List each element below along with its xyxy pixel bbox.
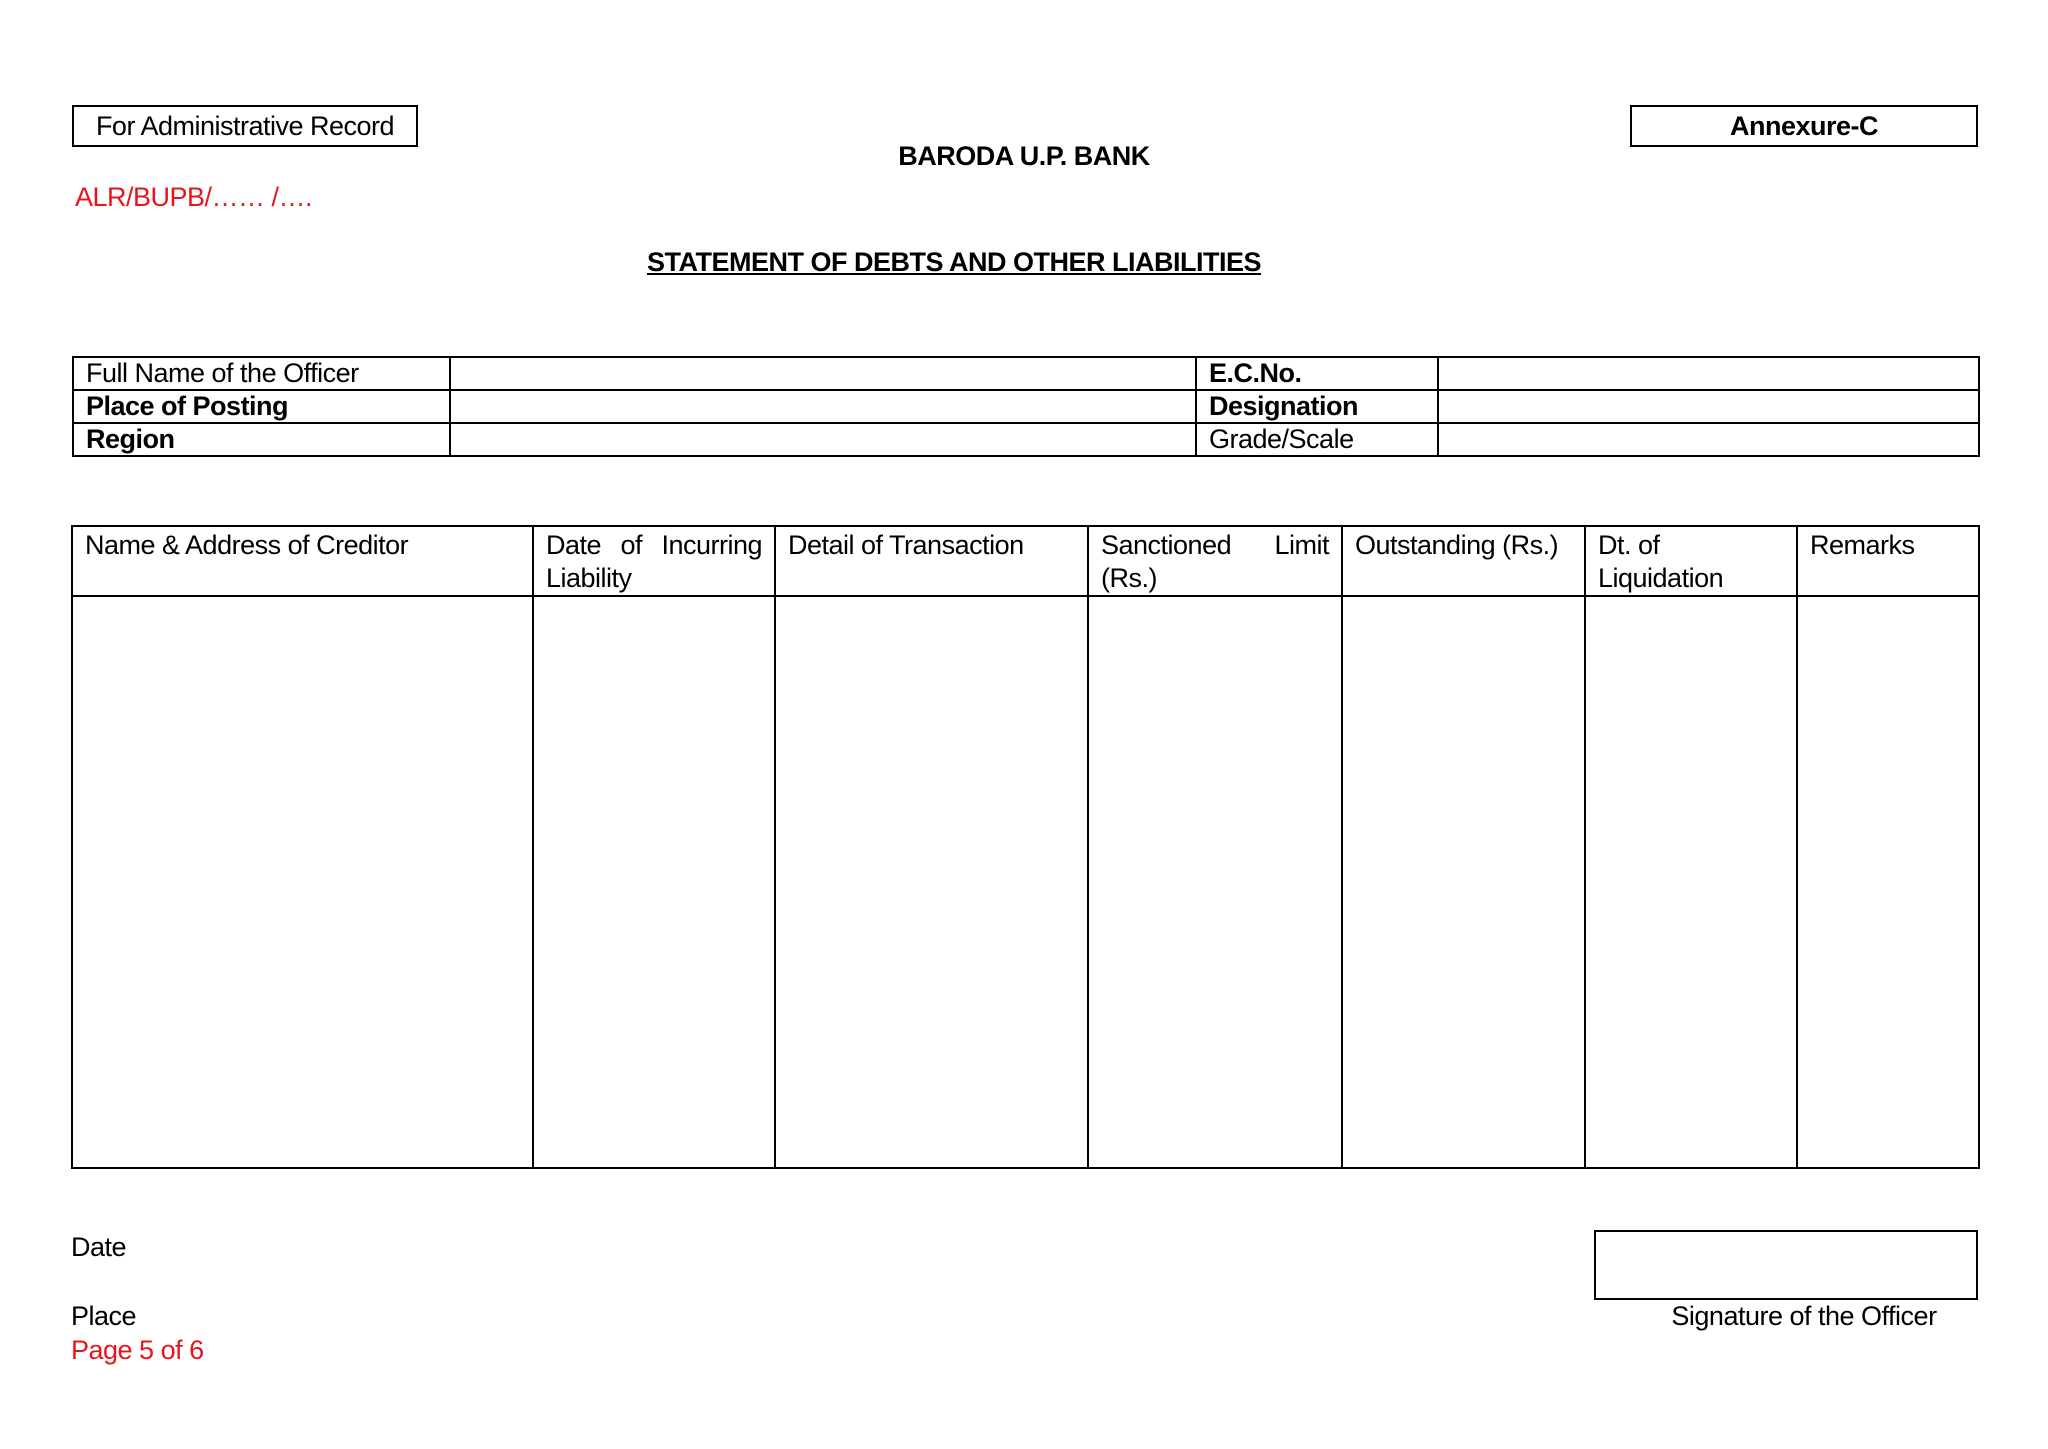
region-field[interactable] [450,423,1196,456]
annexure-label: Annexure-C [1630,105,1978,147]
liquidation-date-cell[interactable] [1585,596,1797,1168]
grade-scale-label: Grade/Scale [1196,423,1438,456]
remarks-cell[interactable] [1797,596,1979,1168]
place-label: Place [71,1301,137,1331]
place-of-posting-field[interactable] [450,390,1196,423]
column-header-creditor: Name & Address of Creditor [72,526,533,596]
debts-table [71,525,1980,1169]
date-label: Date [71,1232,127,1262]
designation-label: Designation [1196,390,1438,423]
officer-info-row [73,357,1979,390]
column-header-outstanding: Outstanding (Rs.) [1342,526,1585,596]
region-label: Region [73,423,450,456]
reference-number: ALR/BUPB/…… /…. [75,182,313,212]
grade-scale-field[interactable] [1438,423,1979,456]
officer-info-row [73,423,1979,456]
column-header-transaction-detail: Detail of Transaction [775,526,1088,596]
signature-box[interactable] [1594,1230,1978,1300]
full-name-field[interactable] [450,357,1196,390]
statement-title: STATEMENT OF DEBTS AND OTHER LIABILITIES [647,247,1261,277]
bank-name: BARODA U.P. BANK [898,141,1150,171]
administrative-record-box: For Administrative Record [72,105,418,147]
ec-no-label: E.C.No. [1196,357,1438,390]
outstanding-cell[interactable] [1342,596,1585,1168]
date-incurring-cell[interactable] [533,596,775,1168]
column-header-remarks: Remarks [1797,526,1979,596]
page-number: Page 5 of 6 [71,1335,204,1365]
table-row [72,596,1979,1168]
designation-field[interactable] [1438,390,1979,423]
place-of-posting-label: Place of Posting [73,390,450,423]
debts-table-header-row [72,526,1979,596]
sanctioned-limit-cell[interactable] [1088,596,1342,1168]
column-header-sanctioned-limit: Sanctioned Limit (Rs.) [1088,526,1342,596]
ec-no-field[interactable] [1438,357,1979,390]
creditor-cell[interactable] [72,596,533,1168]
column-header-liquidation-date: Dt. of Liquidation [1585,526,1797,596]
officer-info-table [72,356,1980,457]
full-name-label: Full Name of the Officer [73,357,450,390]
column-header-date-incurring: Date of Incurring Liability [533,526,775,596]
transaction-detail-cell[interactable] [775,596,1088,1168]
signature-label: Signature of the Officer [1671,1301,1937,1331]
officer-info-row [73,390,1979,423]
